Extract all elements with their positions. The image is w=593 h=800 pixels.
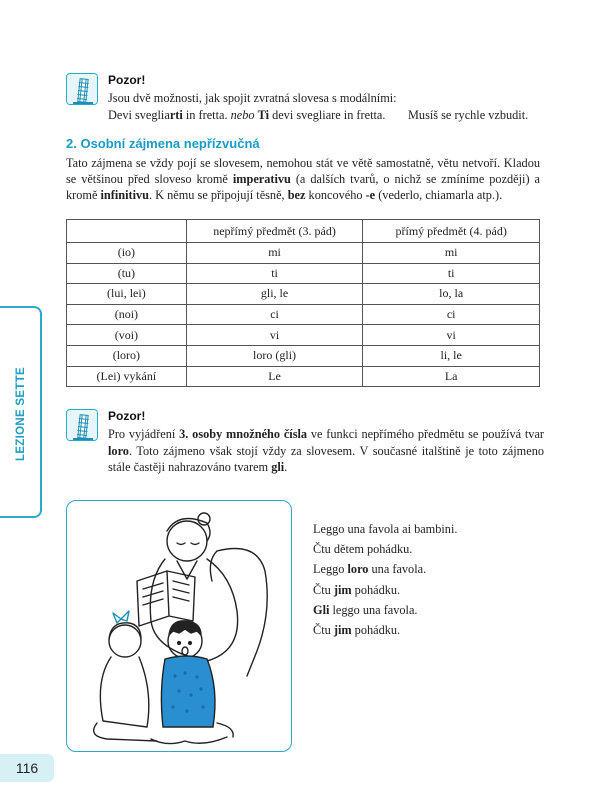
grandmother-reading-illustration bbox=[67, 501, 292, 752]
table-cell: vi bbox=[186, 325, 363, 346]
example-line: Čtu jim pohádku. bbox=[313, 623, 401, 638]
table-row bbox=[67, 263, 540, 284]
note-box-2 bbox=[66, 409, 546, 481]
table-row bbox=[67, 243, 540, 264]
note-body bbox=[108, 90, 548, 123]
translation: Musíš se rychle vzbudit. bbox=[408, 107, 529, 122]
note-line: Jsou dvě možnosti, jak spojit zvratná slovesa s modálními: bbox=[108, 91, 397, 105]
table-cell: (tu) bbox=[67, 263, 187, 284]
example-sentences bbox=[313, 519, 457, 640]
side-chapter-label: LEZIONE SETTE bbox=[15, 367, 27, 461]
table-cell: (noi) bbox=[67, 304, 187, 325]
table-cell: (voi) bbox=[67, 325, 187, 346]
illustration-frame bbox=[66, 500, 292, 752]
table-cell: (io) bbox=[67, 243, 187, 264]
table-cell: Le bbox=[186, 366, 363, 387]
example-line: Leggo una favola ai bambini. bbox=[313, 522, 458, 536]
table-cell: mi bbox=[363, 243, 540, 264]
note-body: Pro vyjádření 3. osoby množného čísla ve funkci nepřímého předmětu se používá tvar loro. Toto zájmeno však stojí vždy za slovesem. V současné italštině je toto zájmeno stále častěji nahrazováno tvarem gli. bbox=[108, 427, 545, 474]
note-line: Devi svegliarti in fretta. nebo Ti devi svegliare in fretta. Musíš se rychle vzbudit. bbox=[108, 107, 529, 122]
section-title: 2. Osobní zájmena nepřízvučná bbox=[66, 136, 260, 151]
table-cell: ci bbox=[186, 304, 363, 325]
table-cell: gli, le bbox=[186, 284, 363, 305]
side-chapter-tab bbox=[0, 306, 42, 518]
example-line: Čtu jim pohádku. bbox=[313, 582, 401, 597]
table-cell: loro (gli) bbox=[186, 345, 363, 366]
table-cell: mi bbox=[186, 243, 363, 264]
table-cell: (loro) bbox=[67, 345, 187, 366]
table-header-cell: přímý předmět (4. pád) bbox=[363, 220, 540, 243]
table-cell: lo, la bbox=[363, 284, 540, 305]
table-header-cell bbox=[67, 220, 187, 243]
leaning-tower-icon bbox=[66, 73, 98, 105]
note-title: Pozor! bbox=[108, 73, 146, 87]
page-number: 116 bbox=[0, 754, 54, 782]
table-row bbox=[67, 325, 540, 346]
table-row bbox=[67, 284, 540, 305]
table-cell: La bbox=[363, 366, 540, 387]
table-cell: ci bbox=[363, 304, 540, 325]
table-cell: (lui, lei) bbox=[67, 284, 187, 305]
table-cell: (Lei) vykání bbox=[67, 366, 187, 387]
example-line: Leggo loro una favola. bbox=[313, 562, 427, 577]
example-line: Gli leggo una favola. bbox=[313, 602, 418, 617]
leaning-tower-icon bbox=[66, 409, 98, 441]
section-paragraph: Tato zájmena se vždy pojí se slovesem, nemohou stát ve větě samostatně, větu netvoří. Kladou se většinou před sloveso kromě imperativu (a dalších tvarů, o nichž se zmíníme později) a kromě infinitivu. K němu se připojují těsně, bez koncového -e (vederlo, chiamarla atp.). bbox=[66, 156, 540, 202]
table-cell: ti bbox=[363, 263, 540, 284]
table-row bbox=[67, 345, 540, 366]
note-title: Pozor! bbox=[108, 409, 146, 423]
pronoun-table bbox=[66, 219, 540, 387]
table-header-cell: nepřímý předmět (3. pád) bbox=[186, 220, 363, 243]
table-header-row bbox=[67, 220, 540, 243]
table-row bbox=[67, 366, 540, 387]
table-cell: vi bbox=[363, 325, 540, 346]
table-row bbox=[67, 304, 540, 325]
example-line: Čtu dětem pohádku. bbox=[313, 542, 413, 557]
table-cell: li, le bbox=[363, 345, 540, 366]
table-cell: ti bbox=[186, 263, 363, 284]
note-box-1 bbox=[66, 73, 546, 133]
